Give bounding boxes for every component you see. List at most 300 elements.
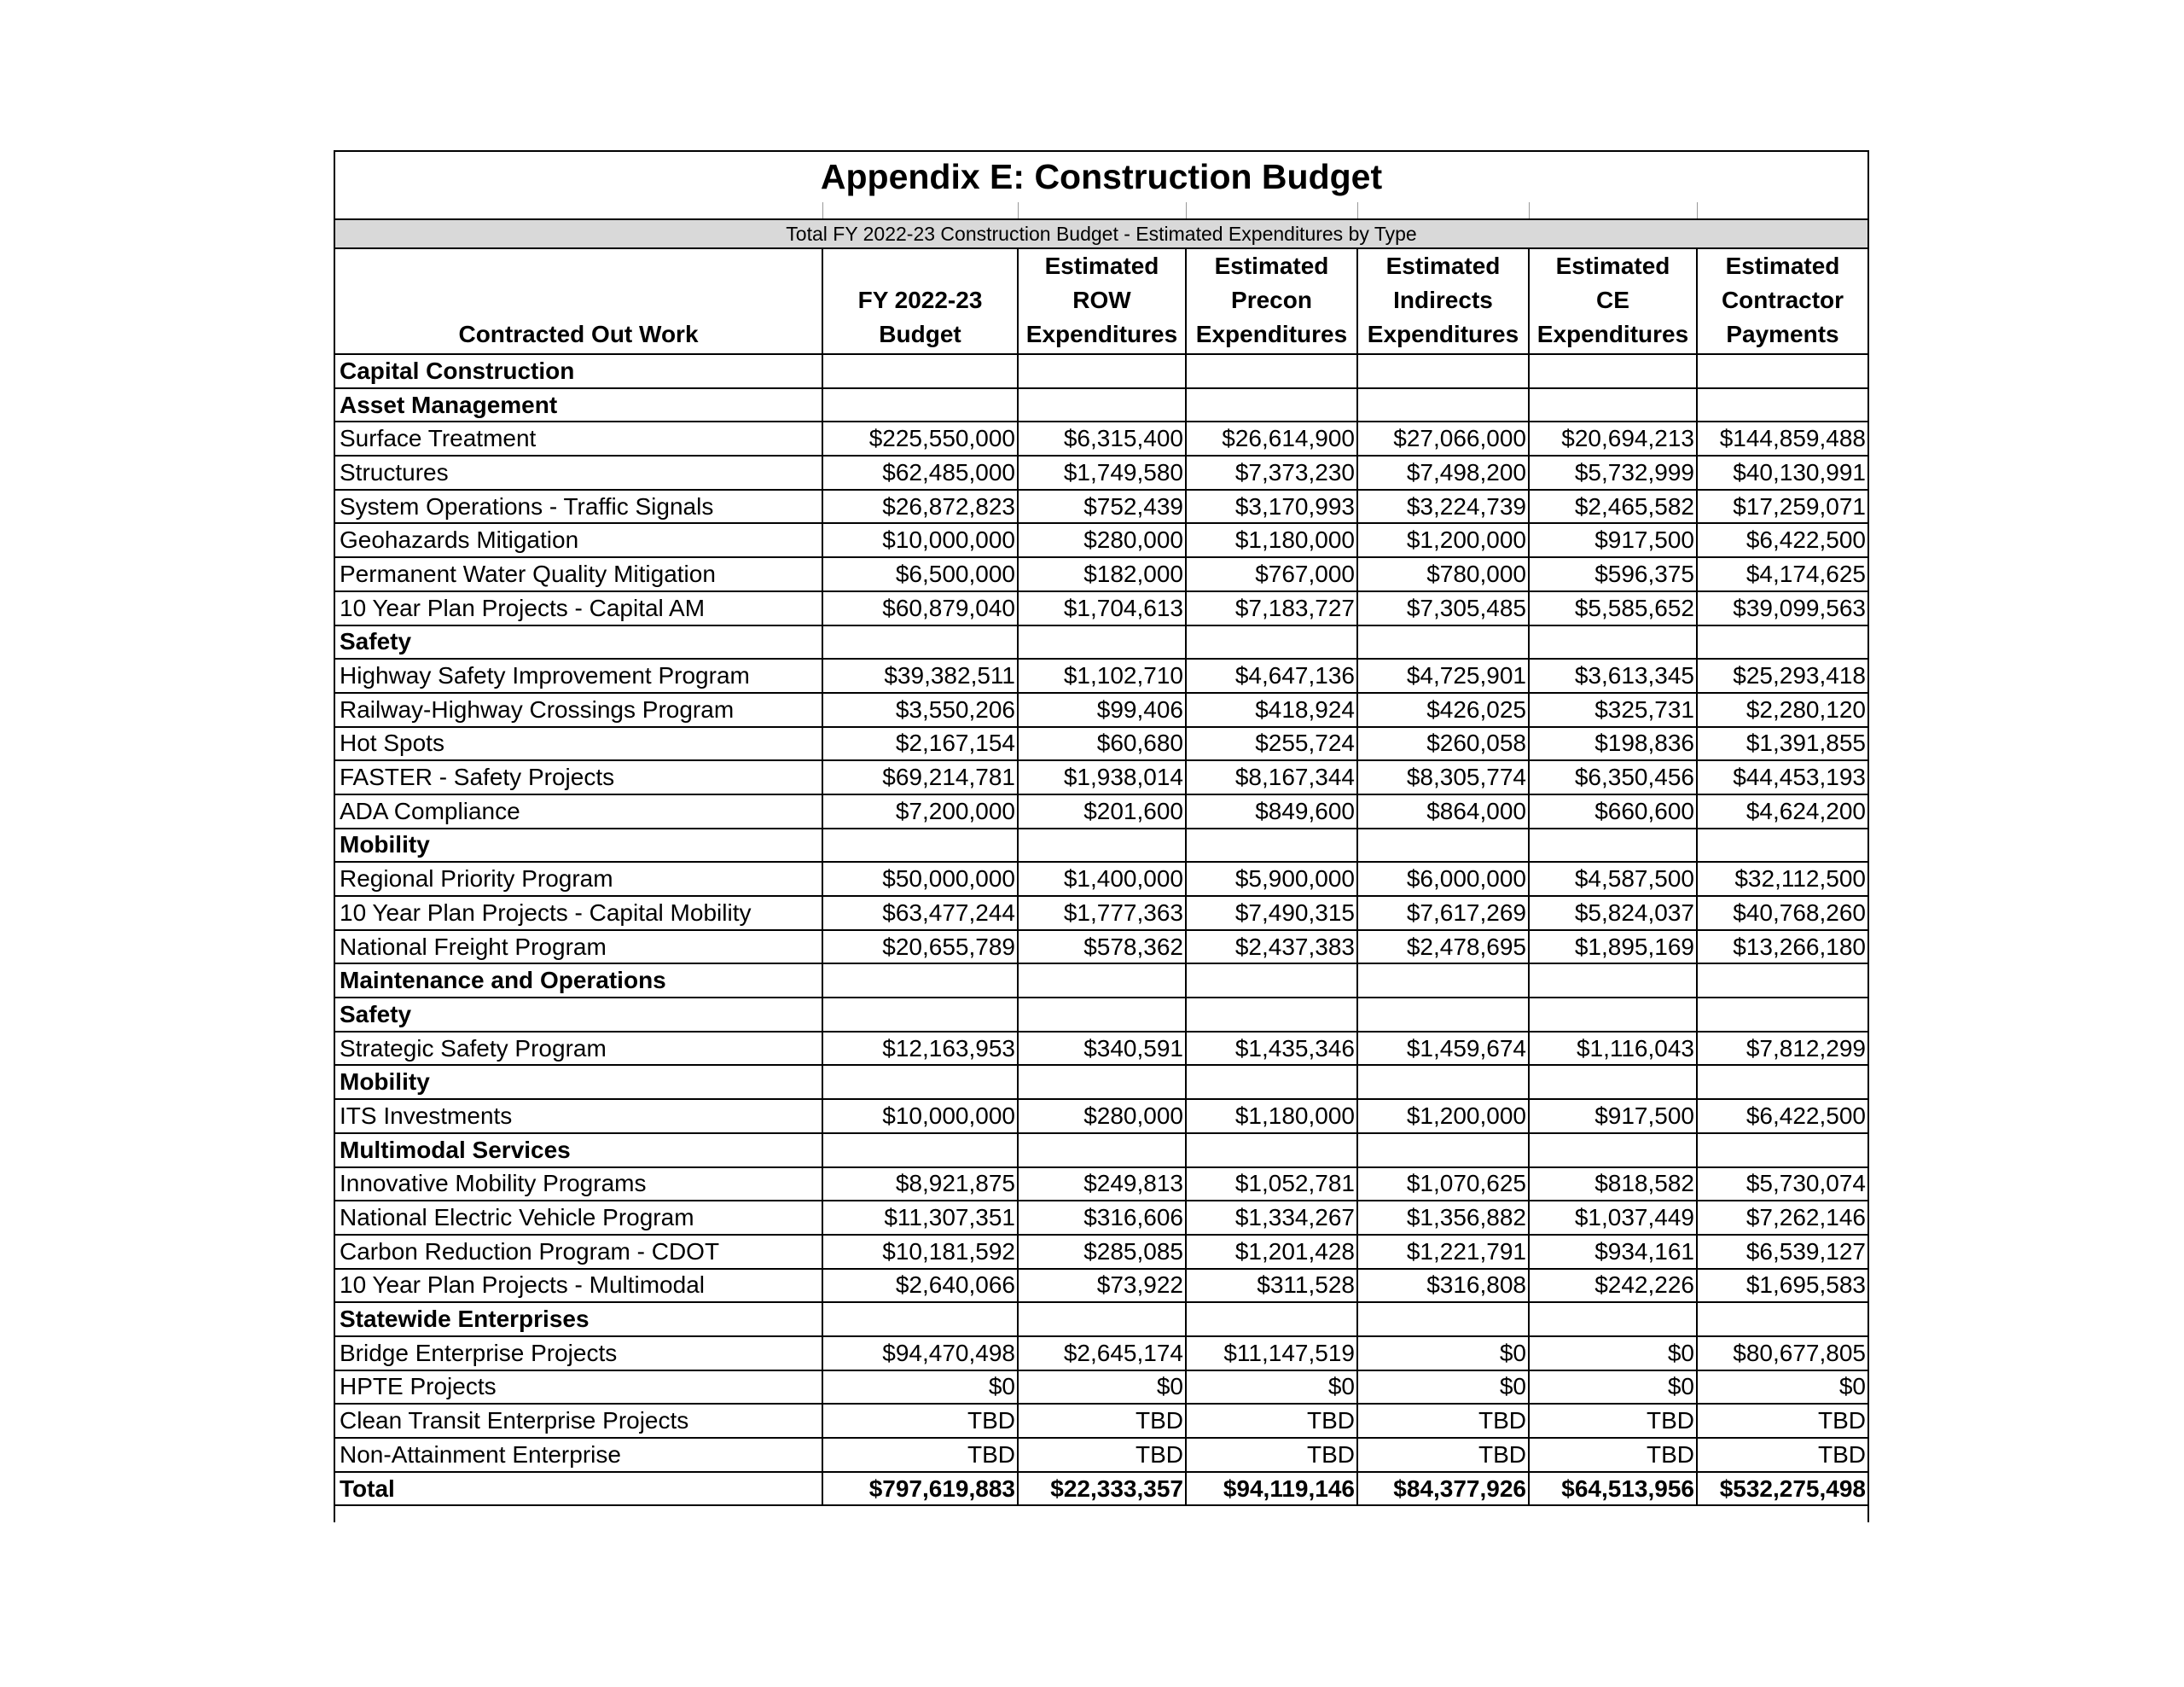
value-cell — [1529, 829, 1697, 863]
value-cell: $752,439 — [1018, 490, 1186, 524]
table-row — [334, 930, 1868, 964]
row-label: Surface Treatment — [334, 422, 822, 456]
value-cell: $0 — [1697, 1370, 1868, 1405]
section-label: Mobility — [334, 1065, 822, 1099]
value-cell — [1018, 963, 1186, 998]
value-cell — [1529, 1133, 1697, 1167]
table-row — [334, 422, 1868, 456]
value-cell: $1,695,583 — [1697, 1269, 1868, 1303]
value-cell: $5,732,999 — [1529, 456, 1697, 490]
value-cell: $6,500,000 — [822, 557, 1018, 591]
value-cell: TBD — [1357, 1404, 1529, 1438]
section-label: Statewide Enterprises — [334, 1302, 822, 1336]
value-cell: $2,645,174 — [1018, 1336, 1186, 1370]
value-cell: $10,181,592 — [822, 1235, 1018, 1269]
table-row — [334, 1235, 1868, 1269]
value-cell — [1186, 354, 1357, 388]
section-row — [334, 354, 1868, 388]
table-row — [334, 1201, 1868, 1235]
value-cell — [1697, 1065, 1868, 1099]
row-label: Bridge Enterprise Projects — [334, 1336, 822, 1370]
value-cell: $0 — [1357, 1370, 1529, 1405]
title-row — [334, 151, 1868, 202]
value-cell — [1697, 829, 1868, 863]
column-header-line: Expenditures — [1195, 321, 1348, 347]
row-label: ITS Investments — [334, 1099, 822, 1133]
value-cell: $1,334,267 — [1186, 1201, 1357, 1235]
value-cell: TBD — [1357, 1438, 1529, 1472]
value-cell: $39,382,511 — [822, 659, 1018, 693]
table-row — [334, 1336, 1868, 1370]
value-cell: $818,582 — [1529, 1167, 1697, 1201]
value-cell — [1186, 388, 1357, 422]
value-cell — [1357, 998, 1529, 1032]
section-row — [334, 998, 1868, 1032]
value-cell: $1,356,882 — [1357, 1201, 1529, 1235]
value-cell: $7,617,269 — [1357, 896, 1529, 930]
row-label: 10 Year Plan Projects - Capital Mobility — [334, 896, 822, 930]
column-header-line: Estimated — [1385, 253, 1501, 279]
value-cell — [1697, 998, 1868, 1032]
value-cell: $63,477,244 — [822, 896, 1018, 930]
value-cell: $7,183,727 — [1186, 591, 1357, 625]
value-cell: $1,070,625 — [1357, 1167, 1529, 1201]
value-cell: $94,119,146 — [1186, 1472, 1357, 1506]
row-label: Strategic Safety Program — [334, 1032, 822, 1066]
value-cell: $225,550,000 — [822, 422, 1018, 456]
value-cell: $2,478,695 — [1357, 930, 1529, 964]
section-label: Maintenance and Operations — [334, 963, 822, 998]
page-title: Appendix E: Construction Budget — [334, 151, 1868, 202]
value-cell: $864,000 — [1357, 794, 1529, 829]
value-cell: $5,585,652 — [1529, 591, 1697, 625]
value-cell: $11,147,519 — [1186, 1336, 1357, 1370]
row-label: Innovative Mobility Programs — [334, 1167, 822, 1201]
value-cell: $1,938,014 — [1018, 760, 1186, 794]
value-cell — [822, 625, 1018, 660]
column-header — [822, 248, 1018, 354]
row-label: Railway-Highway Crossings Program — [334, 693, 822, 727]
value-cell — [822, 829, 1018, 863]
value-cell: $1,221,791 — [1357, 1235, 1529, 1269]
total-row — [334, 1472, 1868, 1506]
column-header-line: Contracted Out Work — [458, 321, 699, 347]
value-cell: TBD — [1018, 1404, 1186, 1438]
value-cell: $64,513,956 — [1529, 1472, 1697, 1506]
value-cell: $660,600 — [1529, 794, 1697, 829]
value-cell — [1018, 998, 1186, 1032]
value-cell: $80,677,805 — [1697, 1336, 1868, 1370]
value-cell: $8,167,344 — [1186, 760, 1357, 794]
row-label: Non-Attainment Enterprise — [334, 1438, 822, 1472]
value-cell — [1357, 1133, 1529, 1167]
value-cell: $4,624,200 — [1697, 794, 1868, 829]
value-cell — [822, 998, 1018, 1032]
column-header — [1529, 248, 1697, 354]
table-row — [334, 896, 1868, 930]
table-row — [334, 456, 1868, 490]
column-header-line: Indirects — [1393, 287, 1493, 313]
value-cell: TBD — [1697, 1438, 1868, 1472]
value-cell — [1529, 1302, 1697, 1336]
value-cell: $1,391,855 — [1697, 727, 1868, 761]
row-label: Total — [334, 1472, 822, 1506]
table-row — [334, 557, 1868, 591]
value-cell: $2,167,154 — [822, 727, 1018, 761]
value-cell: $0 — [822, 1370, 1018, 1405]
row-label: 10 Year Plan Projects - Multimodal — [334, 1269, 822, 1303]
value-cell: $10,000,000 — [822, 523, 1018, 557]
value-cell: $12,163,953 — [822, 1032, 1018, 1066]
value-cell: $5,824,037 — [1529, 896, 1697, 930]
value-cell — [1186, 1065, 1357, 1099]
section-row — [334, 625, 1868, 660]
value-cell: $10,000,000 — [822, 1099, 1018, 1133]
row-label: National Electric Vehicle Program — [334, 1201, 822, 1235]
value-cell — [1018, 354, 1186, 388]
value-cell: $17,259,071 — [1697, 490, 1868, 524]
value-cell: $2,465,582 — [1529, 490, 1697, 524]
value-cell — [1697, 354, 1868, 388]
value-cell: $6,422,500 — [1697, 523, 1868, 557]
value-cell: $3,550,206 — [822, 693, 1018, 727]
tail-cell — [1697, 1505, 1868, 1522]
value-cell: $50,000,000 — [822, 862, 1018, 896]
table-row — [334, 862, 1868, 896]
section-row — [334, 1302, 1868, 1336]
value-cell: $0 — [1186, 1370, 1357, 1405]
value-cell: $311,528 — [1186, 1269, 1357, 1303]
row-label: 10 Year Plan Projects - Capital AM — [334, 591, 822, 625]
value-cell: $7,373,230 — [1186, 456, 1357, 490]
value-cell — [1357, 1065, 1529, 1099]
value-cell: $596,375 — [1529, 557, 1697, 591]
value-cell: $797,619,883 — [822, 1472, 1018, 1506]
value-cell — [1186, 998, 1357, 1032]
tail-cell — [1186, 1505, 1357, 1522]
value-cell: $182,000 — [1018, 557, 1186, 591]
column-header-line: Contractor — [1721, 287, 1844, 313]
tail-cell — [822, 1505, 1018, 1522]
value-cell — [1529, 388, 1697, 422]
column-header-line: Estimated — [1725, 253, 1840, 279]
value-cell — [822, 1302, 1018, 1336]
value-cell: $849,600 — [1186, 794, 1357, 829]
value-cell — [1529, 963, 1697, 998]
value-cell: $32,112,500 — [1697, 862, 1868, 896]
value-cell — [1186, 963, 1357, 998]
value-cell: $1,200,000 — [1357, 523, 1529, 557]
column-header-line: FY 2022-23 — [857, 287, 983, 313]
value-cell — [1697, 1302, 1868, 1336]
section-label: Capital Construction — [334, 354, 822, 388]
value-cell: $40,130,991 — [1697, 456, 1868, 490]
value-cell: $2,640,066 — [822, 1269, 1018, 1303]
section-row — [334, 829, 1868, 863]
value-cell: $20,655,789 — [822, 930, 1018, 964]
value-cell: $4,587,500 — [1529, 862, 1697, 896]
value-cell: $426,025 — [1357, 693, 1529, 727]
value-cell: TBD — [1529, 1438, 1697, 1472]
value-cell: $201,600 — [1018, 794, 1186, 829]
section-row — [334, 1133, 1868, 1167]
value-cell: $73,922 — [1018, 1269, 1186, 1303]
table-row — [334, 523, 1868, 557]
value-cell: TBD — [1186, 1438, 1357, 1472]
value-cell: $1,704,613 — [1018, 591, 1186, 625]
value-cell: $6,000,000 — [1357, 862, 1529, 896]
section-label: Asset Management — [334, 388, 822, 422]
row-label: Hot Spots — [334, 727, 822, 761]
spacer-cell — [1697, 202, 1868, 219]
table-row — [334, 1032, 1868, 1066]
value-cell: TBD — [1018, 1438, 1186, 1472]
value-cell: $8,921,875 — [822, 1167, 1018, 1201]
value-cell: $1,052,781 — [1186, 1167, 1357, 1201]
value-cell: $99,406 — [1018, 693, 1186, 727]
value-cell — [1186, 1133, 1357, 1167]
value-cell: $60,680 — [1018, 727, 1186, 761]
spacer-cell — [1529, 202, 1697, 219]
value-cell: $6,539,127 — [1697, 1235, 1868, 1269]
value-cell — [1357, 1302, 1529, 1336]
table-row — [334, 659, 1868, 693]
value-cell — [822, 388, 1018, 422]
section-row — [334, 388, 1868, 422]
value-cell: $578,362 — [1018, 930, 1186, 964]
value-cell: TBD — [1186, 1404, 1357, 1438]
value-cell: $780,000 — [1357, 557, 1529, 591]
value-cell — [1697, 963, 1868, 998]
value-cell: $7,498,200 — [1357, 456, 1529, 490]
value-cell: $60,879,040 — [822, 591, 1018, 625]
value-cell: $249,813 — [1018, 1167, 1186, 1201]
value-cell — [1529, 998, 1697, 1032]
value-cell: $94,470,498 — [822, 1336, 1018, 1370]
value-cell — [1697, 1133, 1868, 1167]
tail-cell — [1018, 1505, 1186, 1522]
row-label: HPTE Projects — [334, 1370, 822, 1405]
column-header-line: Estimated — [1555, 253, 1670, 279]
column-header-line: Estimated — [1044, 253, 1159, 279]
value-cell: $4,725,901 — [1357, 659, 1529, 693]
value-cell: $285,085 — [1018, 1235, 1186, 1269]
row-label: Carbon Reduction Program - CDOT — [334, 1235, 822, 1269]
value-cell — [822, 354, 1018, 388]
value-cell — [1697, 388, 1868, 422]
value-cell: $27,066,000 — [1357, 422, 1529, 456]
value-cell: $7,490,315 — [1186, 896, 1357, 930]
table-row — [334, 1438, 1868, 1472]
column-header-line: ROW — [1072, 287, 1131, 313]
tail-cell — [334, 1505, 822, 1522]
value-cell: TBD — [822, 1404, 1018, 1438]
value-cell — [1357, 388, 1529, 422]
value-cell: $1,116,043 — [1529, 1032, 1697, 1066]
value-cell: $0 — [1529, 1336, 1697, 1370]
value-cell: $2,437,383 — [1186, 930, 1357, 964]
value-cell — [1697, 625, 1868, 660]
row-label: FASTER - Safety Projects — [334, 760, 822, 794]
value-cell: $0 — [1018, 1370, 1186, 1405]
column-header-line: Estimated — [1214, 253, 1329, 279]
value-cell: $20,694,213 — [1529, 422, 1697, 456]
value-cell: TBD — [822, 1438, 1018, 1472]
section-row — [334, 963, 1868, 998]
value-cell: $1,201,428 — [1186, 1235, 1357, 1269]
value-cell: $0 — [1357, 1336, 1529, 1370]
value-cell: $44,453,193 — [1697, 760, 1868, 794]
value-cell — [1357, 829, 1529, 863]
value-cell: $11,307,351 — [822, 1201, 1018, 1235]
table-row — [334, 1099, 1868, 1133]
value-cell — [1357, 963, 1529, 998]
value-cell: $1,895,169 — [1529, 930, 1697, 964]
column-header-line: Expenditures — [1536, 321, 1689, 347]
value-cell — [822, 1133, 1018, 1167]
spacer-row — [334, 202, 1868, 219]
value-cell: $418,924 — [1186, 693, 1357, 727]
value-cell: $198,836 — [1529, 727, 1697, 761]
value-cell: $8,305,774 — [1357, 760, 1529, 794]
value-cell: $1,435,346 — [1186, 1032, 1357, 1066]
value-cell — [1186, 829, 1357, 863]
value-cell — [1529, 625, 1697, 660]
tail-cell — [1529, 1505, 1697, 1522]
row-label: Geohazards Mitigation — [334, 523, 822, 557]
section-label: Safety — [334, 625, 822, 660]
value-cell: $1,102,710 — [1018, 659, 1186, 693]
table-row — [334, 727, 1868, 761]
value-cell — [1018, 1065, 1186, 1099]
value-cell — [1357, 625, 1529, 660]
value-cell: $2,280,120 — [1697, 693, 1868, 727]
table-row — [334, 1269, 1868, 1303]
row-label: National Freight Program — [334, 930, 822, 964]
value-cell: $7,262,146 — [1697, 1201, 1868, 1235]
value-cell: $84,377,926 — [1357, 1472, 1529, 1506]
table-row — [334, 1167, 1868, 1201]
value-cell: $242,226 — [1529, 1269, 1697, 1303]
subtitle-row — [334, 219, 1868, 248]
value-cell: $62,485,000 — [822, 456, 1018, 490]
value-cell: $7,812,299 — [1697, 1032, 1868, 1066]
value-cell: $0 — [1529, 1370, 1697, 1405]
column-header-line: Expenditures — [1367, 321, 1519, 347]
column-header — [1186, 248, 1357, 354]
value-cell — [1018, 829, 1186, 863]
value-cell: $3,613,345 — [1529, 659, 1697, 693]
value-cell: $325,731 — [1529, 693, 1697, 727]
table-tail — [334, 1505, 1868, 1522]
column-header — [1697, 248, 1868, 354]
section-label: Multimodal Services — [334, 1133, 822, 1167]
construction-budget-table — [334, 150, 1869, 1522]
table-row — [334, 760, 1868, 794]
value-cell — [1529, 1065, 1697, 1099]
value-cell: $280,000 — [1018, 1099, 1186, 1133]
value-cell: $316,808 — [1357, 1269, 1529, 1303]
spacer-cell — [1357, 202, 1529, 219]
value-cell: $767,000 — [1186, 557, 1357, 591]
column-header — [334, 248, 822, 354]
value-cell — [1018, 1302, 1186, 1336]
value-cell: $13,266,180 — [1697, 930, 1868, 964]
value-cell: $69,214,781 — [822, 760, 1018, 794]
table-row — [334, 490, 1868, 524]
value-cell: $917,500 — [1529, 523, 1697, 557]
table-row — [334, 794, 1868, 829]
section-label: Mobility — [334, 829, 822, 863]
value-cell: $144,859,488 — [1697, 422, 1868, 456]
spacer-cell — [1018, 202, 1186, 219]
value-cell: $39,099,563 — [1697, 591, 1868, 625]
value-cell: $1,400,000 — [1018, 862, 1186, 896]
tail-cell — [1357, 1505, 1529, 1522]
value-cell: $5,900,000 — [1186, 862, 1357, 896]
row-label: Structures — [334, 456, 822, 490]
column-header-row — [334, 248, 1868, 354]
value-cell: $1,180,000 — [1186, 1099, 1357, 1133]
spacer-cell — [822, 202, 1018, 219]
table-row — [334, 1370, 1868, 1405]
value-cell: $1,180,000 — [1186, 523, 1357, 557]
value-cell: $5,730,074 — [1697, 1167, 1868, 1201]
value-cell: $1,200,000 — [1357, 1099, 1529, 1133]
column-header-line: Payments — [1726, 321, 1839, 347]
table-subtitle: Total FY 2022-23 Construction Budget - Estimated Expenditures by Type — [334, 219, 1868, 248]
value-cell: $1,459,674 — [1357, 1032, 1529, 1066]
value-cell: $26,872,823 — [822, 490, 1018, 524]
value-cell: $6,350,456 — [1529, 760, 1697, 794]
value-cell: $3,224,739 — [1357, 490, 1529, 524]
value-cell: $25,293,418 — [1697, 659, 1868, 693]
value-cell: $6,315,400 — [1018, 422, 1186, 456]
column-header-line: Budget — [879, 321, 961, 347]
value-cell — [1186, 625, 1357, 660]
row-label: Permanent Water Quality Mitigation — [334, 557, 822, 591]
value-cell: TBD — [1529, 1404, 1697, 1438]
value-cell — [1186, 1302, 1357, 1336]
value-cell — [822, 963, 1018, 998]
column-header-line: CE — [1596, 287, 1629, 313]
column-header-line: Expenditures — [1025, 321, 1178, 347]
value-cell: $316,606 — [1018, 1201, 1186, 1235]
value-cell: $255,724 — [1186, 727, 1357, 761]
value-cell: $340,591 — [1018, 1032, 1186, 1066]
value-cell — [1018, 625, 1186, 660]
row-label: Clean Transit Enterprise Projects — [334, 1404, 822, 1438]
column-header — [1357, 248, 1529, 354]
value-cell: $3,170,993 — [1186, 490, 1357, 524]
row-label: System Operations - Traffic Signals — [334, 490, 822, 524]
column-header-line: Precon — [1231, 287, 1312, 313]
spacer-cell — [1186, 202, 1357, 219]
row-label: Regional Priority Program — [334, 862, 822, 896]
row-label: ADA Compliance — [334, 794, 822, 829]
value-cell: $4,174,625 — [1697, 557, 1868, 591]
value-cell — [1357, 354, 1529, 388]
value-cell: $1,037,449 — [1529, 1201, 1697, 1235]
value-cell: $532,275,498 — [1697, 1472, 1868, 1506]
section-row — [334, 1065, 1868, 1099]
value-cell — [1529, 354, 1697, 388]
value-cell: $1,749,580 — [1018, 456, 1186, 490]
value-cell: TBD — [1697, 1404, 1868, 1438]
value-cell: $280,000 — [1018, 523, 1186, 557]
value-cell: $260,058 — [1357, 727, 1529, 761]
value-cell: $26,614,900 — [1186, 422, 1357, 456]
